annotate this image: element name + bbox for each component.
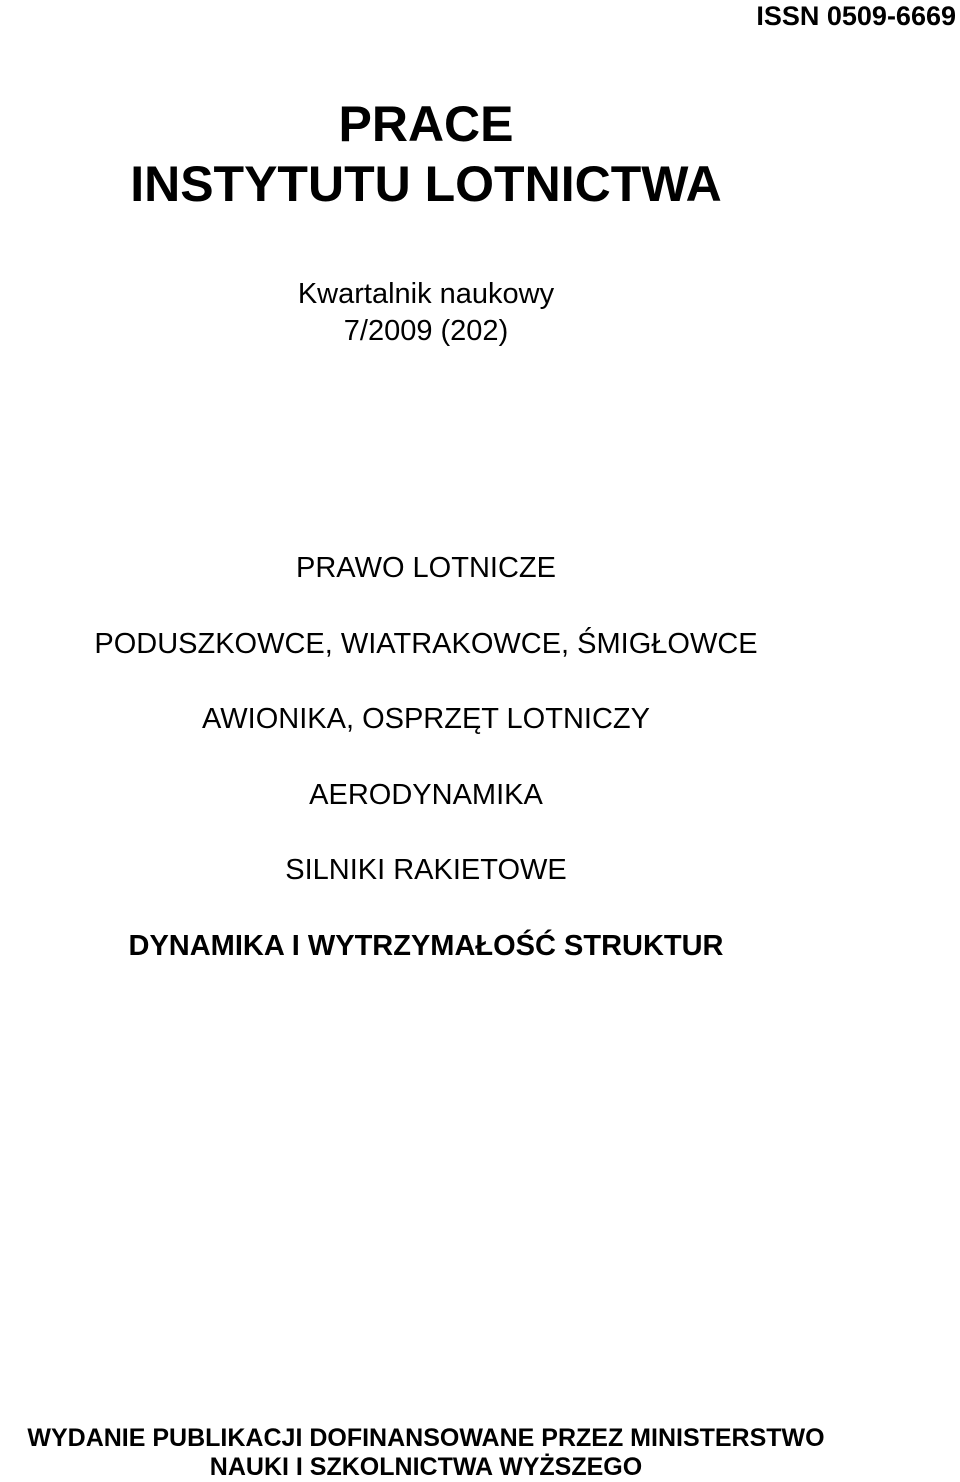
- funding-notice: [0, 1424, 852, 1482]
- journal-title: [0, 94, 852, 214]
- journal-title-line-1: PRACE: [338, 96, 514, 152]
- topic-item: PRAWO LOTNICZE: [296, 552, 556, 584]
- topic-item: AWIONIKA, OSPRZĘT LOTNICZY: [202, 703, 650, 736]
- funding-notice-line-1: WYDANIE PUBLIKACJI DOFINANSOWANE PRZEZ MINISTERSTWO: [27, 1424, 825, 1452]
- topic-list: [0, 550, 852, 1004]
- issn-number: ISSN 0509-6669: [756, 1, 956, 31]
- topic-item: AERODYNAMIKA: [309, 778, 543, 811]
- issue-number: 7/2009 (202): [343, 315, 509, 347]
- journal-type: Kwartalnik naukowy: [297, 278, 555, 310]
- topic-item: SILNIKI RAKIETOWE: [285, 854, 567, 887]
- topic-item: DYNAMIKA I WYTRZYMAŁOŚĆ STRUKTUR: [128, 929, 724, 962]
- topic-item: PODUSZKOWCE, WIATRAKOWCE, ŚMIGŁOWCE: [94, 627, 758, 660]
- journal-subtitle: [0, 276, 852, 350]
- journal-title-line-2: INSTYTUTU LOTNICTWA: [130, 156, 722, 212]
- funding-notice-line-2: NAUKI I SZKOLNICTWA WYŻSZEGO: [209, 1453, 643, 1481]
